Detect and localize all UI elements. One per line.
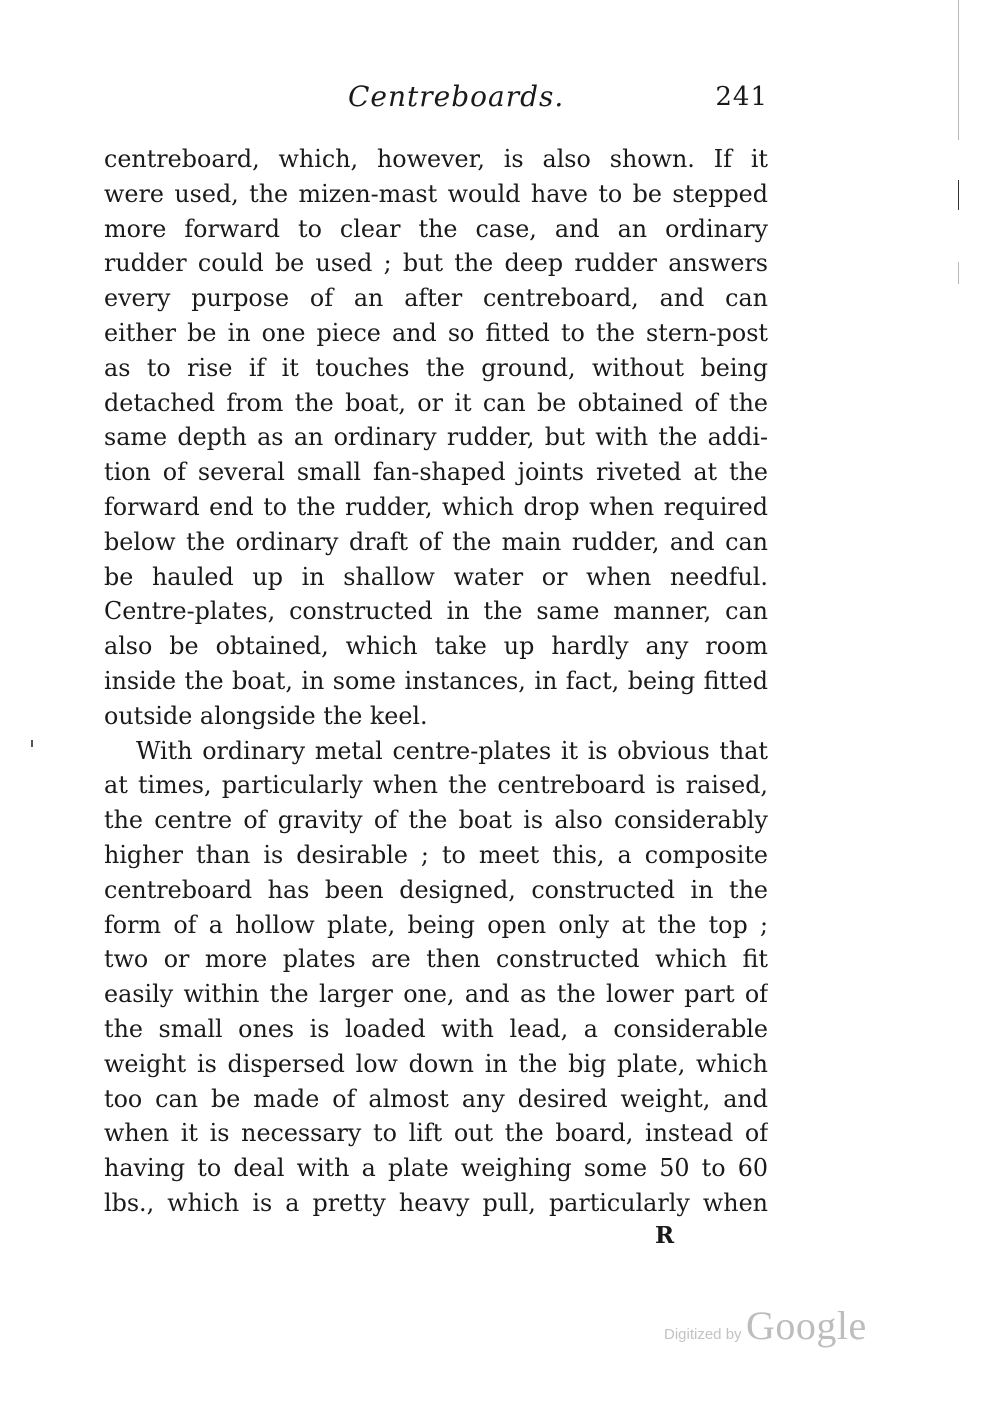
text-line: outside alongside the keel.: [104, 701, 428, 730]
text-line: the centre of gravity of the boat is also considerably: [104, 806, 768, 835]
text-line: were used, the mizen-mast would have to be stepped: [104, 179, 768, 208]
text-line: same depth as an ordinary rudder, but with the addi-: [104, 423, 768, 452]
text-line: either be in one piece and so fitted to the stern-post: [104, 318, 768, 347]
digitization-watermark: [664, 1302, 867, 1352]
text-line: every purpose of an after centreboard, and can: [104, 284, 768, 313]
text-line: below the ordinary draft of the main rudder, and can: [104, 527, 768, 556]
text-line: tion of several small fan-shaped joints riveted at the: [104, 458, 768, 487]
text-line: centreboard has been designed, constructed in the: [104, 875, 768, 904]
running-head: [104, 80, 768, 120]
text-line: be hauled up in shallow water or when needful.: [104, 562, 768, 591]
text-line: more forward to clear the case, and an ordinary: [104, 214, 768, 243]
text-line: Centre-plates, constructed in the same manner, can: [104, 597, 768, 626]
text-line: higher than is desirable ; to meet this, a composite: [104, 840, 768, 869]
text-line: also be obtained, which take up hardly any room: [104, 632, 768, 661]
scan-edge-line: [958, 262, 959, 284]
scan-speck: [31, 740, 33, 747]
text-line: having to deal with a plate weighing some 50 to 60: [104, 1154, 768, 1183]
watermark-brand-logo: Google: [746, 1303, 867, 1348]
text-line: two or more plates are then constructed which fit: [104, 945, 768, 974]
paragraph-2: [104, 734, 768, 1221]
body-text: [104, 142, 768, 1221]
text-line: weight is dispersed low down in the big plate, which: [104, 1049, 768, 1078]
signature-mark: R: [655, 1222, 675, 1249]
watermark-prefix: Digitized by: [664, 1326, 742, 1343]
text-line: With ordinary metal centre-plates it is obvious that: [136, 736, 768, 765]
scan-edge-line: [958, 0, 959, 140]
text-line: when it is necessary to lift out the board, instead of: [104, 1119, 768, 1148]
text-line: lbs., which is a pretty heavy pull, particularly when: [104, 1188, 768, 1217]
text-line: centreboard, which, however, is also shown. If it: [104, 145, 768, 173]
text-line: rudder could be used ; but the deep rudder answers: [104, 249, 768, 278]
paragraph-1: [104, 142, 768, 734]
text-line: easily within the larger one, and as the lower part of: [104, 980, 768, 1009]
text-line: too can be made of almost any desired weight, and: [104, 1084, 768, 1113]
text-line: form of a hollow plate, being open only at the top ;: [104, 910, 768, 939]
text-line: forward end to the rudder, which drop when required: [104, 492, 768, 521]
running-title: Centreboards.: [348, 80, 565, 113]
text-line: at times, particularly when the centreboard is raised,: [104, 771, 768, 800]
text-line: inside the boat, in some instances, in fact, being fitted: [104, 666, 768, 695]
scan-edge-line: [958, 180, 959, 210]
text-line: as to rise if it touches the ground, without being: [104, 353, 768, 382]
text-line: the small ones is loaded with lead, a considerable: [104, 1014, 768, 1043]
page-number: 241: [715, 82, 768, 112]
text-line: detached from the boat, or it can be obtained of the: [104, 388, 768, 417]
